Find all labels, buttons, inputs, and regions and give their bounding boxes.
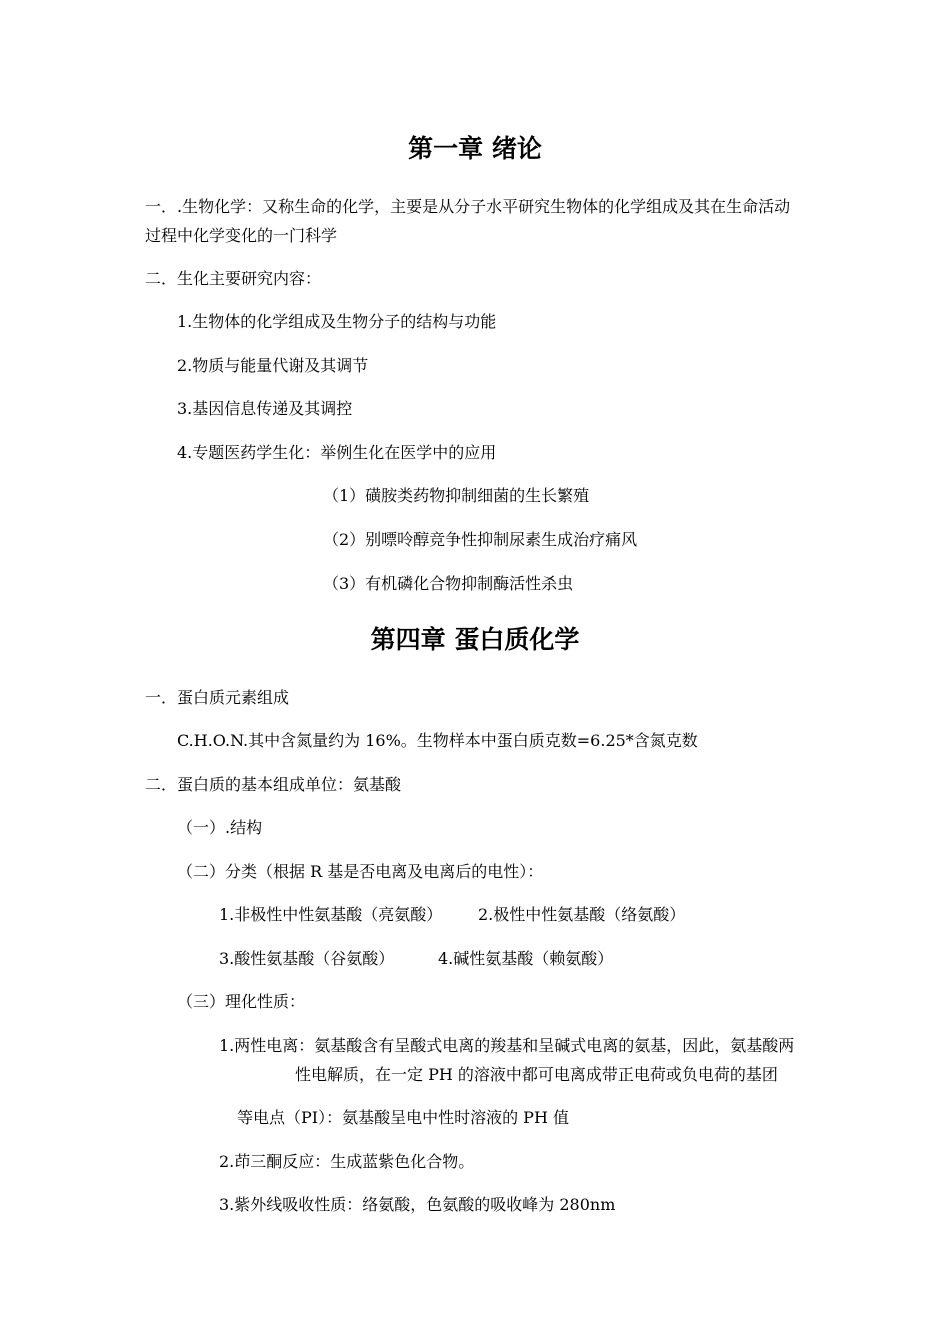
example-item: （1）磺胺类药物抑制细菌的生长繁殖	[323, 486, 590, 505]
property-3: 3.紫外线吸收性质：络氨酸，色氨酸的吸收峰为 280nm	[219, 1195, 616, 1214]
example-item: （3）有机磷化合物抑制酶活性杀虫	[323, 574, 574, 593]
property-1-line-1: 1.两性电离：氨基酸含有呈酸式电离的羧基和呈碱式电离的氨基，因此，氨基酸两	[219, 1036, 795, 1055]
section1-heading: 一．蛋白质元素组成	[145, 688, 290, 707]
subsection-structure: （一）.结构	[177, 818, 263, 837]
subsection-classification: （二）分类（根据 R 基是否电离及电离后的电性）：	[177, 862, 544, 881]
property-2: 2.茚三酮反应：生成蓝紫色化合物。	[219, 1152, 475, 1171]
class-item: 1.非极性中性氨基酸（亮氨酸）	[219, 905, 443, 924]
definition-line-1: 一．.生物化学：又称生命的化学，主要是从分子水平研究生物体的化学组成及其在生命活动	[145, 197, 791, 216]
chapter1-title: 第一章 绪论	[408, 134, 542, 163]
property-1-line-2: 性电解质，在一定 PH 的溶液中都可电离成带正电荷或负电荷的基团	[295, 1065, 778, 1084]
list-item: 1.生物体的化学组成及生物分子的结构与功能	[177, 312, 497, 331]
definition-line-2: 过程中化学变化的一门科学	[145, 226, 338, 245]
chapter4-title: 第四章 蛋白质化学	[370, 625, 580, 654]
section2-heading-amino: 二．蛋白质的基本组成单位：氨基酸	[145, 775, 402, 794]
list-item: 3.基因信息传递及其调控	[177, 399, 353, 418]
class-item: 3.酸性氨基酸（谷氨酸）	[219, 949, 395, 968]
isoelectric-point-text: 等电点（PI）：氨基酸呈电中性时溶液的 PH 值	[237, 1108, 569, 1127]
list-item: 4.专题医药学生化：举例生化在医学中的应用	[177, 443, 497, 462]
subsection-properties: （三）理化性质：	[177, 992, 306, 1011]
class-item: 4.碱性氨基酸（赖氨酸）	[438, 949, 614, 968]
class-item: 2.极性中性氨基酸（络氨酸）	[478, 905, 686, 924]
example-item: （2）别嘌呤醇竞争性抑制尿素生成治疗痛风	[323, 530, 638, 549]
section2-heading: 二．生化主要研究内容：	[145, 269, 322, 288]
composition-text: C.H.O.N.其中含氮量约为 16%。生物样本中蛋白质克数=6.25*含氮克数	[177, 731, 698, 750]
list-item: 2.物质与能量代谢及其调节	[177, 356, 369, 375]
